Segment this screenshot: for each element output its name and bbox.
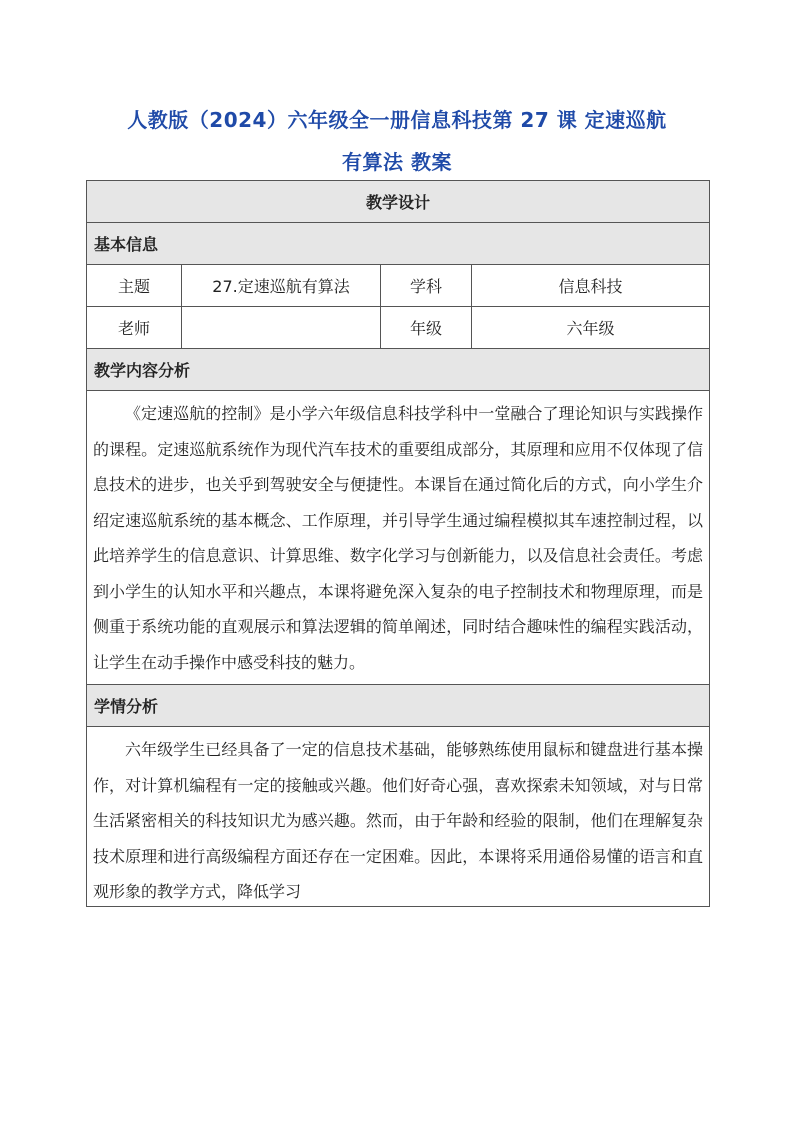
teaching-design-header: 教学设计 bbox=[87, 181, 710, 223]
student-analysis-cell bbox=[87, 727, 710, 907]
table-row bbox=[87, 265, 710, 307]
content-analysis-heading-row bbox=[87, 349, 710, 391]
basic-info-row bbox=[87, 223, 710, 265]
student-analysis-row bbox=[87, 727, 710, 907]
content-analysis-row bbox=[87, 391, 710, 685]
table-row bbox=[87, 307, 710, 349]
grade-value: 六年级 bbox=[472, 307, 710, 349]
table-header-row bbox=[87, 181, 710, 223]
grade-label: 年级 bbox=[381, 307, 472, 349]
teacher-label: 老师 bbox=[87, 307, 182, 349]
content-analysis-heading: 教学内容分析 bbox=[87, 349, 710, 391]
student-analysis-heading-row bbox=[87, 685, 710, 727]
lesson-plan-table bbox=[86, 180, 710, 907]
student-analysis-text: 六年级学生已经具备了一定的信息技术基础，能够熟练使用鼠标和键盘进行基本操作，对计算机编程有一定的接触或兴趣。他们好奇心强，喜欢探索未知领域，对与日常生活紧密相关的科技知识尤为感兴趣。然而，由于年龄和经验的限制，他们在理解复杂技术原理和进行高级编程方面还存在一定困难。因此，本课将采用通俗易懂的语言和直观形象的教学方式，降低学习 bbox=[93, 740, 704, 901]
basic-info-heading: 基本信息 bbox=[87, 223, 710, 265]
content-analysis-text: 《定速巡航的控制》是小学六年级信息科技学科中一堂融合了理论知识与实践操作的课程。定速巡航系统作为现代汽车技术的重要组成部分，其原理和应用不仅体现了信息技术的进步，也关乎到驾驶安全与便捷性。本课旨在通过简化后的方式，向小学生介绍定速巡航系统的基本概念、工作原理，并引导学生通过编程模拟其车速控制过程，以此培养学生的信息意识、计算思维、数字化学习与创新能力，以及信息社会责任。考虑到小学生的认知水平和兴趣点，本课将避免深入复杂的电子控制技术和物理原理，而是侧重于系统功能的直观展示和算法逻辑的简单阐述，同时结合趣味性的编程实践活动，让学生在动手操作中感受科技的魅力。 bbox=[87, 391, 710, 685]
document-title-line-2: 有算法 教案 bbox=[342, 150, 452, 174]
teacher-value bbox=[182, 307, 381, 349]
student-analysis-heading: 学情分析 bbox=[87, 685, 710, 727]
subject-value: 信息科技 bbox=[472, 265, 710, 307]
topic-value: 27.定速巡航有算法 bbox=[182, 265, 381, 307]
subject-label: 学科 bbox=[381, 265, 472, 307]
document-title-line-1: 人教版（2024）六年级全一册信息科技第 27 课 定速巡航 bbox=[127, 108, 667, 132]
topic-label: 主题 bbox=[87, 265, 182, 307]
